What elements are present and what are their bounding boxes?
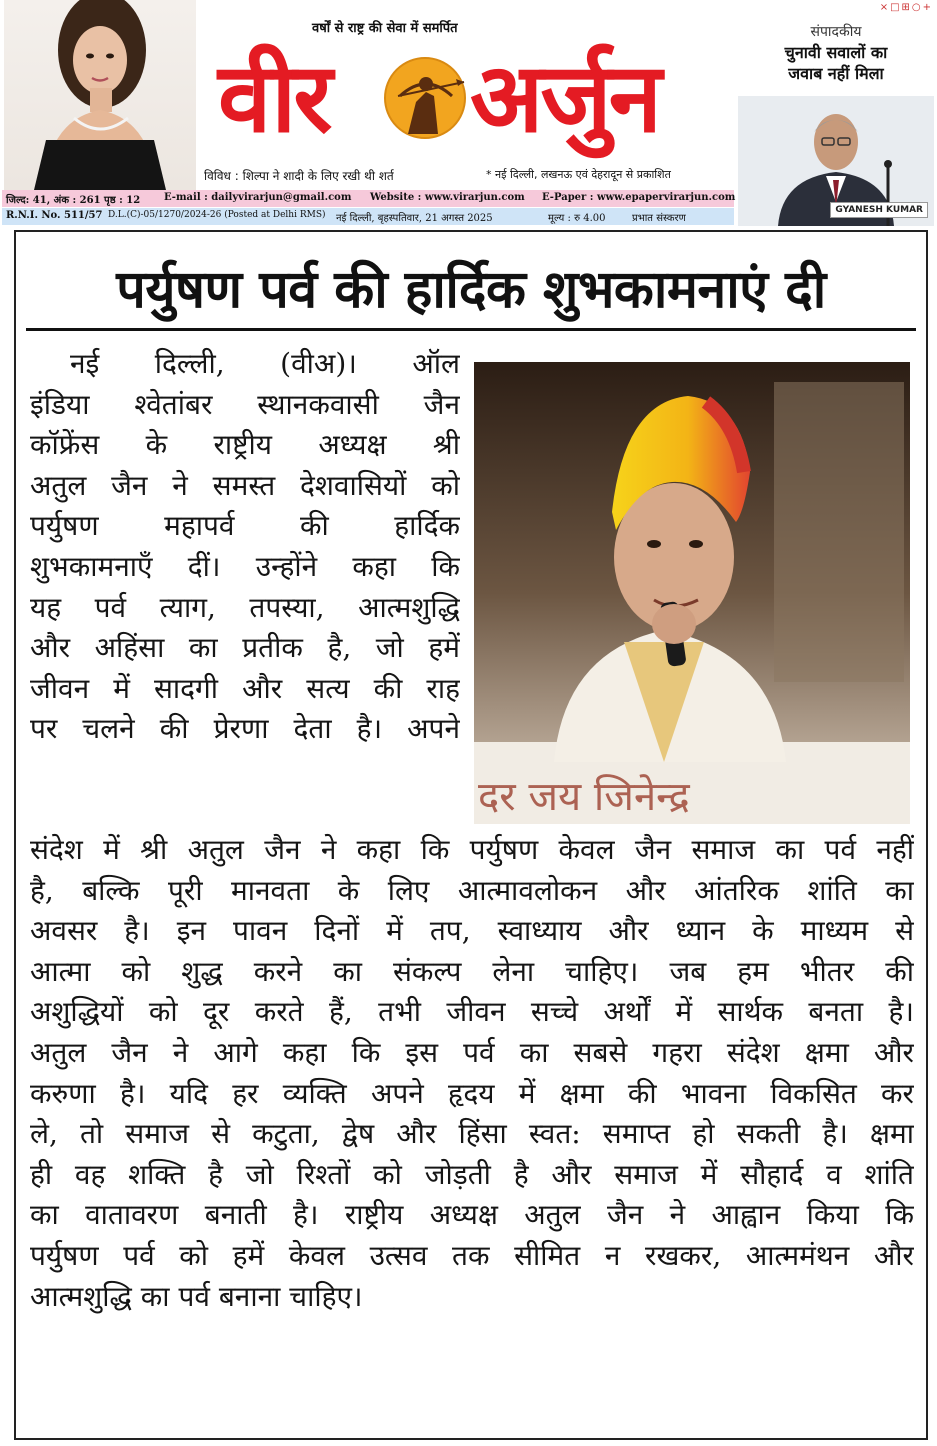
email-link[interactable]: E-mail : dailyvirarjun@gmail.com (164, 192, 352, 203)
rni-number: R.N.I. No. 511/57 (6, 210, 103, 221)
body-line: ले, तो समाज से कटुता, द्वेष और हिंसा स्वत: समाप्त हो सकती है। क्षमा (30, 1117, 914, 1151)
price: मूल्य : रु 4.00 (548, 213, 606, 224)
body-line: अतुल जैन ने समस्त देशवासियों को (30, 468, 460, 502)
body-line: करुणा है। यदि हर व्यक्ति अपने हृदय में क्षमा की भावना विकसित कर (30, 1076, 914, 1110)
edition-name: प्रभात संस्करण (632, 213, 686, 224)
logo-text-right: अर्जुन (470, 41, 659, 154)
editorial-headline (736, 42, 936, 84)
actress-photo (4, 0, 196, 190)
body-line: अतुल जैन ने आगे कहा कि इस पर्व का सबसे गहरा संदेश क्षमा और (30, 1035, 914, 1069)
body-line: पर्युषण पर्व को हमें केवल उत्सव तक सीमित न रखकर, आत्ममंथन और (30, 1238, 914, 1272)
editorial-teaser (736, 20, 936, 226)
info-strip-bottom (2, 208, 734, 225)
body-line: अशुद्धियों को दूर करते हैं, तभी जीवन सच्चे अर्थों में सार्थक बनता है। (30, 995, 914, 1029)
dateline: नई दिल्ली, बृहस्पतिवार, 21 अगस्त 2025 (336, 213, 493, 224)
newspaper-logo (218, 38, 732, 158)
logo-text-left: वीर (218, 41, 330, 154)
editorial-label: संपादकीय (810, 24, 862, 40)
editorial-photo-caption: GYANESH KUMAR (830, 202, 928, 218)
article-body-full-width (30, 830, 914, 1430)
article-body-column (30, 344, 460, 834)
body-line: संदेश में श्री अतुल जैन ने कहा कि पर्युषण केवल जैन समाज का पर्व नहीं (30, 833, 914, 866)
body-line: है, बल्कि पूरी मानवता के लिए आत्मावलोकन और आंतरिक शांति का (30, 873, 914, 907)
body-line: पर चलने की प्रेरणा देता है। अपने (30, 712, 460, 746)
body-line: पर्युषण महापर्व की हार्दिक (30, 509, 460, 543)
archer-emblem-icon (380, 52, 470, 144)
body-line: आत्मशुद्धि का पर्व बनाना चाहिए। (30, 1279, 363, 1313)
article-photo (474, 362, 910, 824)
body-line: इंडिया श्वेतांबर स्थानकवासी जैन (30, 387, 460, 421)
editorial-headline-line-2: जवाब नहीं मिला (788, 64, 884, 83)
article-clipping (14, 230, 928, 1440)
volume-issue: जिल्द: 41, अंक : 261 पृष्ठ : 12 (6, 195, 141, 206)
body-line: नई दिल्ली, (वीअ)। ऑल (70, 347, 460, 380)
body-line: कॉफ्रेंस के राष्ट्रीय अध्यक्ष श्री (30, 428, 460, 462)
photo-banner-text (478, 774, 691, 820)
dl-number: D.L.(C)-05/1270/2024-26 (Posted at Delhi RMS) (108, 210, 326, 220)
body-line: शुभकामनाएँ दीं। उन्होंने कहा कि (30, 549, 460, 583)
website-link[interactable]: Website : www.virarjun.com (370, 192, 525, 203)
body-line: का वातावरण बनाती है। राष्ट्रीय अध्यक्ष अतुल जैन ने आह्वान किया कि (30, 1198, 914, 1232)
masthead (0, 0, 937, 228)
svg-text:दर जय जिनेन्द्र: दर जय जिनेन्द्र (478, 774, 690, 820)
editorial-photo (738, 96, 934, 226)
epaper-link[interactable]: E-Paper : www.epapervirarjun.com (542, 192, 736, 203)
editorial-headline-line-1: चुनावी सवालों का (784, 43, 888, 62)
body-line: जीवन में सादगी और सत्य की राह (30, 671, 460, 705)
inside-page-teaser: विविध : शिल्पा ने शादी के लिए रखी थी शर्त (204, 169, 394, 183)
info-strip-top (2, 190, 734, 207)
body-line: यह पर्व त्याग, तपस्या, आत्मशुद्धि (30, 590, 460, 624)
headline-divider (26, 328, 916, 331)
body-line: और अहिंसा का प्रतीक है, जो हमें (30, 631, 460, 665)
body-line: ही वह शक्ति है जो रिश्तों को जोड़ती है और समाज में सौहार्द व शांति (30, 1157, 914, 1191)
masthead-tagline: वर्षों से राष्ट्र की सेवा में समर्पित (312, 21, 458, 36)
editions-line: * नई दिल्ली, लखनऊ एवं देहरादून से प्रकाशित (486, 168, 671, 181)
article-headline: पर्युषण पर्व की हार्दिक शुभकामनाएं दी (116, 260, 826, 320)
body-line: अवसर है। इन पावन दिनों में तप, स्वाध्याय और ध्यान के माध्यम से (30, 914, 914, 948)
registration-marks-right: ×□⊞○+ (879, 2, 933, 13)
body-line: आत्मा को शुद्ध करने का संकल्प लेना चाहिए। जब हम भीतर की (30, 954, 914, 988)
